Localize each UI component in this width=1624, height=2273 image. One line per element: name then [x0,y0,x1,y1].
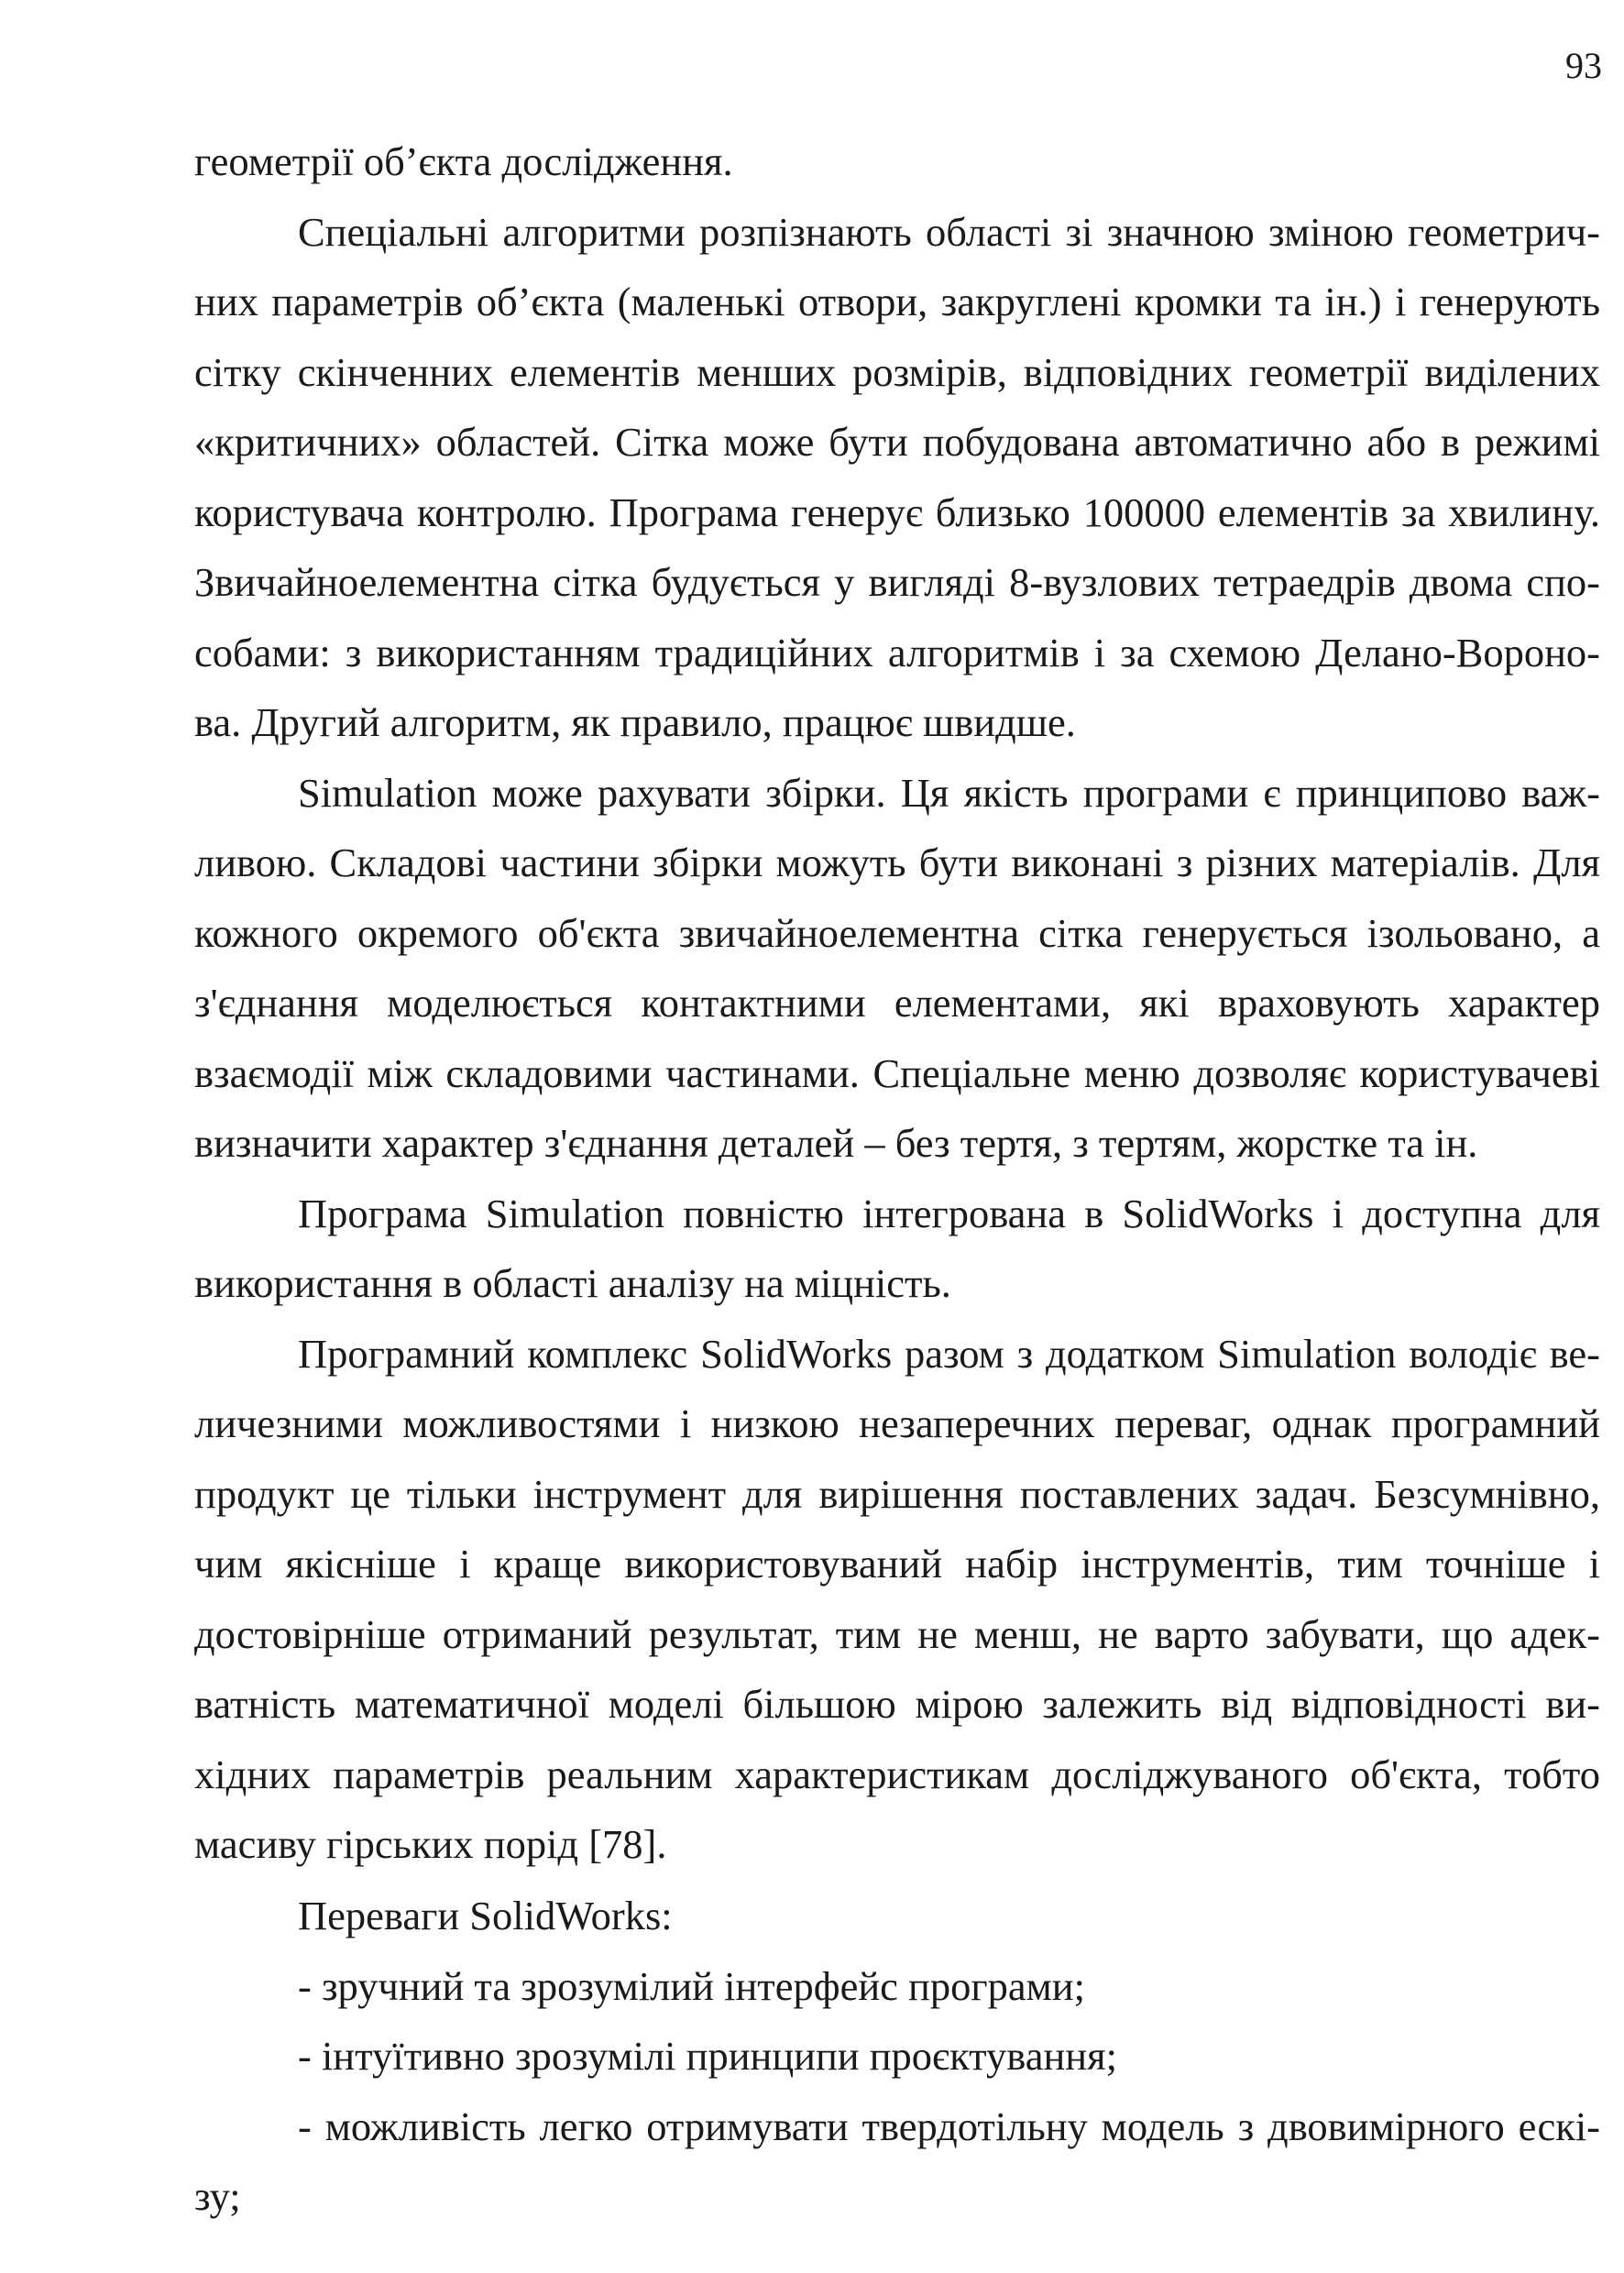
paragraph-assemblies: Simulation може рахувати збірки. Ця якість програми є принципово важ-ливою. Складові частини збірки можуть бути виконані з різних матеріалів. Для кожного окремого об'єкта звичайноелементна сітка генерується ізольовано, а з'єднання моделюється контактними елементами, які враховують характер взаємодії між складовими частинами. Спеціальне меню дозволяє користувачеві визначити характер з'єднання деталей – без тертя, з тертям, жорстке та ін. [194,769,1600,1166]
paragraph-algorithms: Спеціальні алгоритми розпізнають області зі значною зміною геометрич-них параметрів об’єкта (маленькі отвори, закруглені кромки та ін.) і генерують сітку скінченних елементів менших розмірів, відповідних геометрії виділених «критичних» областей. Сітка може бути побудована автоматично або в режимі користувача контролю. Програма генерує близько 100000 елементів за хвилину. Звичайноелементна сітка будується у вигляді 8-вузлових тетраедрів двома спо-собами: з використанням традиційних алгоритмів і за схемою Делано-Вороно-ва. Другий алгоритм, як правило, працює швидше. [194,208,1600,745]
advantages-heading: Переваги SolidWorks: [298,1893,673,1938]
list-item: - зручний та зрозумілий інтерфейс програми; [298,1962,1085,2009]
paragraph-capabilities: Програмний комплекс SolidWorks разом з додатком Simulation володіє ве-личезними можливостями і низкою незаперечних переваг, однак програмний продукт це тільки інструмент для вирішення поставлених задач. Безсумнівно, чим якісніше і краще використовуваний набір інструментів, тим точніше і достовірніше отриманий результат, тим не менш, не варто забувати, що адек-ватність математичної моделі більшою мірою залежить від відповідності ви-хідних параметрів реальним характеристикам досліджуваного об'єкта, тобто масиву гірських порід [78]. [194,1330,1600,1867]
page-number: 93 [1565,45,1602,86]
body-text [194,126,1600,1880]
advantages-section [194,1881,1600,2232]
list-item: - інтуїтивно зрозумілі принципи проєктування; [298,2033,1117,2079]
paragraph-continuation: геометрії об’єкта дослідження. [194,138,733,184]
advantages-list [194,1951,1600,2232]
list-item: - можливість легко отримувати твердотільну модель з двовимірного ескі-зу; [194,2103,1600,2219]
paragraph-integration: Програма Simulation повністю інтегрована в SolidWorks і доступна для використання в області аналізу на міцність. [194,1190,1600,1306]
